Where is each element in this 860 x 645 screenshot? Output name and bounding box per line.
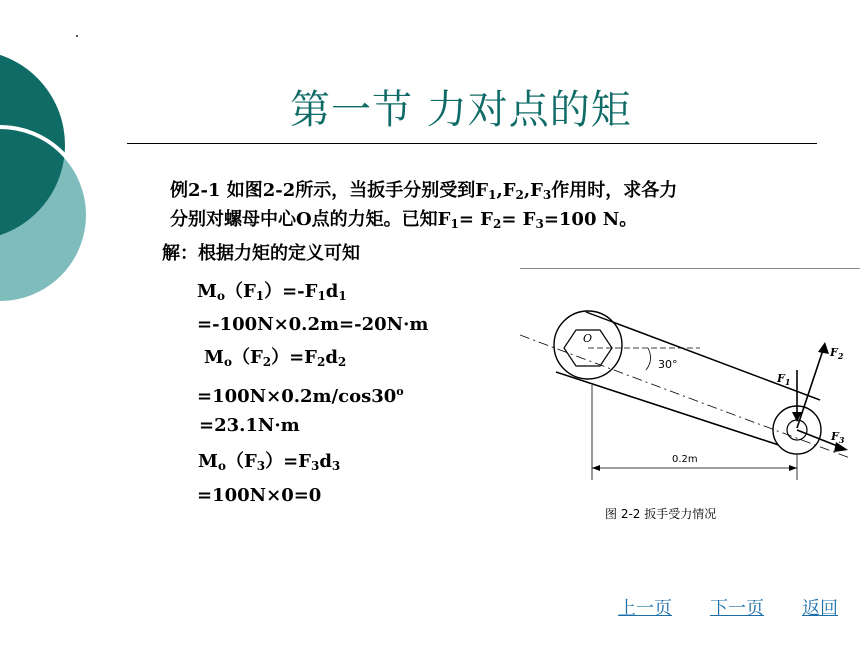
- equation-step-2a: $=100N\times 0.2m/\cos 30^o$: [197, 385, 404, 407]
- angle-arc: [646, 348, 651, 370]
- example-line-2: 分别对螺母中心O点的力矩。已知$F_1= F_2= F_3=100$ N。: [170, 209, 638, 231]
- title-divider: [127, 143, 817, 144]
- dot-mark: [76, 35, 78, 37]
- wrench-force-figure: [520, 290, 860, 530]
- dimension-label: 0.2m: [672, 454, 698, 465]
- point-o-label: O: [583, 332, 593, 345]
- equation-result-2: =23.1N·m: [199, 415, 300, 436]
- equation-mo-f1: $M_o(F_1)=-F_1d_1$: [197, 281, 347, 303]
- example-line-1: 例2-1 如图2-2所示，当扳手分别受到$F_1,F_2,F_3$作用时，求各力: [170, 180, 678, 202]
- equation-mo-f2: $M_o(F_2)=F_2d_2$: [204, 347, 347, 369]
- equation-mo-f3: $M_o(F_3)=F_3d_3$: [198, 451, 341, 473]
- equation-result-1: =-100N×0.2m=-20N·m: [197, 314, 429, 335]
- equation-result-3: =100N×0=0: [197, 485, 322, 506]
- dimension-arrow-right: [789, 465, 797, 471]
- force-f1-label: $F_1$: [777, 372, 791, 387]
- angle-label: 30°: [658, 358, 678, 371]
- force-f2-label: $F_2$: [830, 346, 844, 361]
- prev-page-link[interactable]: 上一页: [618, 598, 672, 619]
- decorative-circles: [0, 0, 130, 360]
- back-link[interactable]: 返回: [802, 598, 838, 619]
- figure-caption: 图 2-2 扳手受力情况: [605, 507, 717, 521]
- solution-intro: 解：根据力矩的定义可知: [162, 243, 360, 264]
- page-title: 第一节 力对点的矩: [290, 87, 632, 133]
- force-f2-arrowhead: [818, 342, 829, 354]
- next-page-link[interactable]: 下一页: [710, 598, 764, 619]
- force-f3-label: $F_3$: [831, 430, 845, 445]
- figure-top-rule: [520, 268, 860, 269]
- dimension-arrow-left: [592, 465, 600, 471]
